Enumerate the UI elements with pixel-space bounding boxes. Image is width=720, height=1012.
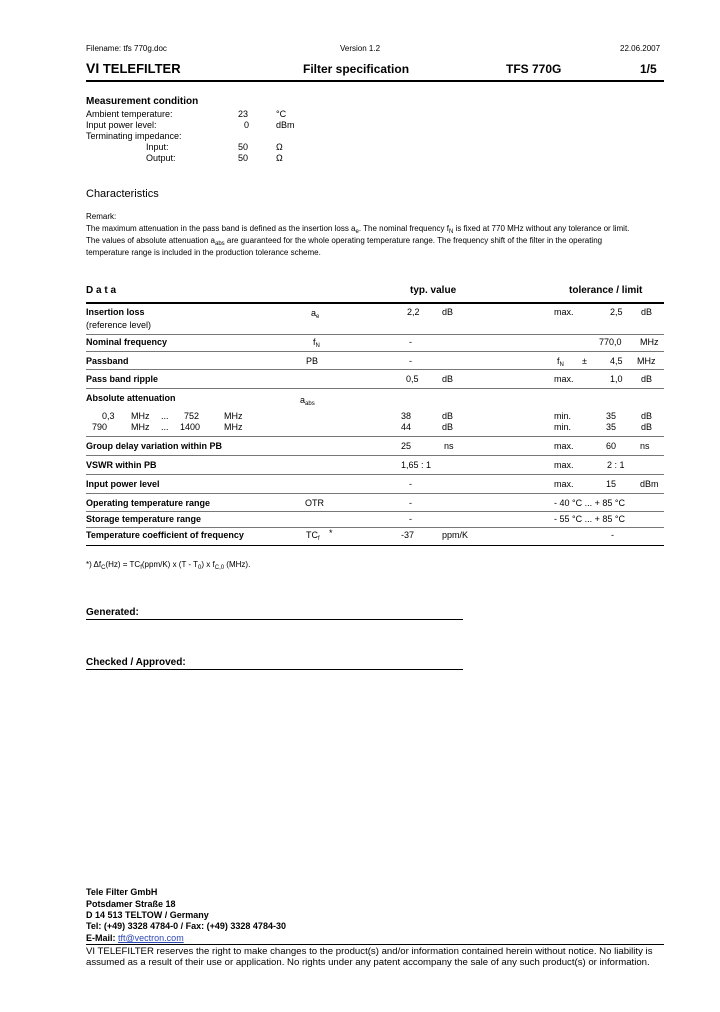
document-title: Filter specification	[303, 62, 410, 76]
header-rule	[86, 80, 664, 82]
ambient-unit: °C	[276, 109, 287, 119]
remark-line-1: The maximum attenuation in the pass band is defined as the insertion loss $a_e$. The nominal frequency $f_N$ is fixed at 770 MHz without any tolerance or limit.	[86, 224, 630, 235]
footer-email: E-Mail: tft@vectron.com	[86, 933, 184, 943]
measurement-heading: Measurement condition	[86, 96, 199, 107]
ambient-value: 23	[238, 109, 249, 119]
version-label: Version 1.2	[340, 44, 381, 53]
output-value: 50	[238, 153, 249, 163]
logo-company: TELEFILTER	[102, 61, 181, 76]
footer-phone: Tel: (+49) 3328 4784-0 / Fax: (+49) 3328 4784-30	[86, 921, 286, 931]
row-divider	[86, 527, 664, 528]
date-label: 22.06.2007	[620, 44, 661, 53]
col-typ-value: typ. value	[410, 285, 457, 296]
approved-label: Checked / Approved:	[86, 657, 186, 668]
col-tolerance: tolerance / limit	[569, 285, 643, 296]
table-header-rule	[86, 302, 664, 304]
footer-city: D 14 513 TELTOW / Germany	[86, 910, 209, 920]
power-value: 0	[244, 120, 250, 130]
row-divider	[86, 388, 664, 389]
input-value: 50	[238, 142, 249, 152]
row-divider	[86, 369, 664, 370]
company-logo	[86, 60, 181, 76]
row-divider	[86, 511, 664, 512]
row-divider	[86, 351, 664, 352]
footnote: *) $\Delta f_C(Hz) = TC_f(ppm/K)$ x $(T - T_0)$ x $f_{C,0}$ (MHz).	[86, 560, 251, 571]
power-unit: dBm	[276, 120, 295, 130]
logo-vi: VI	[86, 60, 100, 76]
characteristics-heading: Characteristics	[86, 188, 159, 200]
filename-label: Filename: tfs 770g.doc	[86, 44, 167, 53]
part-number: TFS 770G	[506, 62, 562, 76]
disclaimer-line-2: assumed as a result of their use or application. No rights under any patent accompany the sale of any such product(s) or information.	[86, 957, 650, 968]
email-link[interactable]: tft@vectron.com	[118, 933, 184, 943]
row-divider	[86, 455, 664, 456]
remark-line-3: temperature range is included in the production tolerance scheme.	[86, 248, 321, 257]
power-label: Input power level:	[86, 120, 157, 130]
input-unit: Ω	[276, 142, 283, 152]
row-divider	[86, 493, 664, 494]
impedance-label: Terminating impedance:	[86, 131, 182, 141]
ambient-label: Ambient temperature:	[86, 109, 173, 119]
output-unit: Ω	[276, 153, 283, 163]
footer-street: Potsdamer Straße 18	[86, 899, 176, 909]
col-data: D a t a	[86, 285, 117, 296]
page-number: 1/5	[640, 62, 657, 76]
disclaimer-line-1: VI TELEFILTER reserves the right to make changes to the product(s) and/or information contained herein without notice. No liability is	[86, 946, 653, 957]
footer-rule	[86, 944, 664, 945]
generated-label: Generated:	[86, 607, 139, 618]
output-label: Output:	[146, 153, 176, 163]
table-bottom-rule	[86, 545, 664, 546]
footer-company: Tele Filter GmbH	[86, 887, 158, 897]
generated-signature-line	[86, 619, 463, 620]
approved-signature-line	[86, 669, 463, 670]
remark-label: Remark:	[86, 212, 117, 221]
remark-line-2: The values of absolute attenuation $a_{abs}$ are guaranteed for the whole operating temperature range. The frequency shift of the filter in the operating	[86, 236, 603, 247]
row-divider	[86, 436, 664, 437]
row-divider	[86, 334, 664, 335]
row-divider	[86, 474, 664, 475]
input-label: Input:	[146, 142, 169, 152]
